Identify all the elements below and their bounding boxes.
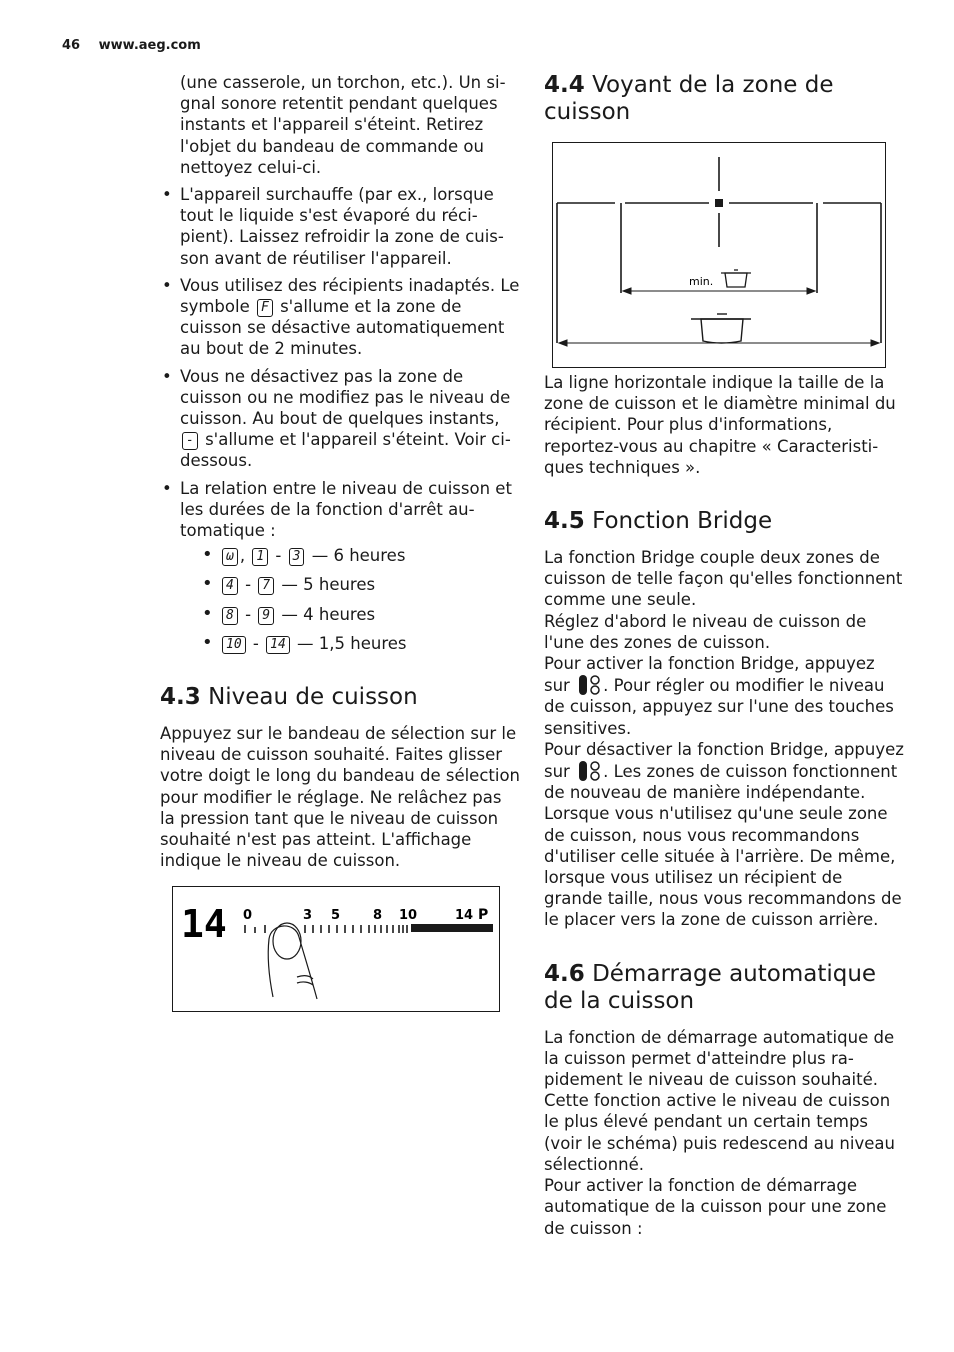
level-symbol: 14 <box>266 636 290 654</box>
bridge-paragraph <box>544 653 904 739</box>
bullet-text: Vous utilisez des récipients inadaptés. Le symbole <box>180 275 520 317</box>
symbol-dash: - <box>182 432 198 450</box>
section-number: 4.5 <box>544 508 585 535</box>
slider-ticks[interactable] <box>245 925 407 933</box>
autostart-paragraph: Pour activer la fonction de démarrage automatique de la cuisson pour une zone de cuisson : <box>544 1176 887 1238</box>
section-title: Voyant de la zone de cuisson <box>544 72 834 125</box>
list-item <box>160 366 520 472</box>
separator: , <box>239 546 246 566</box>
level-symbol: 4 <box>222 577 238 595</box>
tick-label: 8 <box>373 907 383 923</box>
left-column <box>160 72 520 1012</box>
duration-item <box>200 604 520 625</box>
level-symbol: 10 <box>222 636 246 654</box>
zone-diagram <box>553 143 885 367</box>
zone-indicator-figure <box>552 142 886 368</box>
center-marker <box>715 199 723 207</box>
slider-diagram <box>173 887 499 1011</box>
tick-label: 10 <box>399 907 418 923</box>
tick-label: 14 <box>455 907 474 923</box>
bridge-text: Pour désactiver la fonction Bridge, appuyez sur <box>544 739 904 782</box>
level-symbol: ω <box>222 548 238 566</box>
duration-list <box>200 545 520 654</box>
level-symbol: 9 <box>258 607 274 625</box>
bridge-text: . Pour régler ou modifier le niveau de cuisson, appuyez sur l'une des touches sensitives. <box>544 676 894 738</box>
causes-list <box>160 184 520 654</box>
level-symbol: 3 <box>289 548 305 566</box>
section-heading-4-4 <box>544 72 904 126</box>
level-symbol: 1 <box>252 548 268 566</box>
tick-label: P <box>478 906 489 923</box>
section-title: Niveau de cuisson <box>208 684 418 711</box>
symbol-f: F <box>257 299 273 317</box>
section-4-3-body: Appuyez sur le bandeau de sélection sur le niveau de cuisson souhaité. Faites glisser votre doigt le long du bandeau de sélection pour modifier le réglage. Ne relâchez pas la pression tant que le niveau de cuisson souhaité n'est pas atteint. L'affichage indique le niveau de cuisson. <box>160 724 521 871</box>
right-column <box>544 72 904 1239</box>
small-pot-icon <box>721 270 751 287</box>
section-heading-4-3 <box>160 684 520 711</box>
list-item <box>160 275 520 360</box>
bridge-paragraph: Réglez d'abord le niveau de cuisson de l'une des zones de cuisson. <box>544 611 867 652</box>
duration-text: — 4 heures <box>281 604 376 624</box>
page-header <box>62 38 201 53</box>
section-number: 4.6 <box>544 960 585 987</box>
tick-label: 5 <box>331 907 341 923</box>
separator: - <box>275 546 282 566</box>
section-4-4-body: La ligne horizontale indique la taille de la zone de cuisson et le diamètre minimal du récipient. Pour plus d'informations, reportez-vous au chapitre « Caracteristiques techniques ». <box>544 373 896 477</box>
duration-item <box>200 574 520 595</box>
slider-figure <box>172 886 500 1012</box>
bullet-text: s'allume et l'appareil s'éteint. Voir ci-dessous. <box>180 430 511 471</box>
list-item <box>160 478 520 654</box>
separator: - <box>252 633 259 653</box>
finger-icon <box>268 923 317 999</box>
min-arrow <box>623 288 815 294</box>
section-title: Démarrage automatique de la cuisson <box>544 960 877 1014</box>
bridge-text: . Les zones de cuisson fonctionnent de nouveau de manière indépendante. <box>544 762 898 803</box>
bridge-icon <box>577 674 601 696</box>
bullet-text: La relation entre le niveau de cuisson et les durées de la fonction d'arrêt automatique : <box>180 478 512 541</box>
bridge-icon <box>577 760 601 782</box>
zone-lines <box>557 157 881 343</box>
section-title: Fonction Bridge <box>592 508 773 535</box>
bullet-text: L'appareil surchauffe (par ex., lorsque tout le liquide s'est évaporé du récipient). Laissez refroidir la zone de cuisson avant de réutiliser l'appareil. <box>180 185 504 268</box>
section-heading-4-5 <box>544 508 904 535</box>
intro-paragraph: (une casserole, un torchon, etc.). Un signal sonore retentit pendant quelques instants et l'appareil s'éteint. Retirez l'objet du bandeau de commande ou nettoyez celui-ci. <box>180 73 506 177</box>
section-number: 4.3 <box>160 684 201 711</box>
bullet-text: s'allume et la zone de cuisson se désactive automatiquement au bout de 2 minutes. <box>180 297 505 359</box>
bridge-paragraph: La fonction Bridge couple deux zones de cuisson de telle façon qu'elles fonctionnent comme une seule. <box>544 548 903 610</box>
bridge-text: Pour activer la fonction Bridge, appuyez sur <box>544 654 875 696</box>
display-digits: 14 <box>181 901 227 946</box>
duration-item <box>200 545 520 566</box>
duration-text: — 5 heures <box>281 575 376 595</box>
tick-label: 0 <box>243 907 253 923</box>
section-number: 4.4 <box>544 72 585 98</box>
site-url[interactable]: www.aeg.com <box>98 38 201 53</box>
duration-text: — 1,5 heures <box>297 633 407 653</box>
bridge-paragraph: Lorsque vous n'utilisez qu'une seule zone de cuisson, nous vous recommandons d'utiliser celle située à l'arrière. De même, lorsque vous utilisez un récipient de grande taille, nous vous recommandons de le placer vers la zone de cuisson arrière. <box>544 804 902 930</box>
list-item <box>160 184 520 269</box>
section-heading-4-6 <box>544 961 904 1015</box>
level-symbol: 7 <box>258 577 274 595</box>
bullet-text: Vous ne désactivez pas la zone de cuisson ou ne modifiez pas le niveau de cuisson. Au bout de quelques instants, <box>180 366 511 429</box>
duration-item <box>200 633 520 654</box>
slider-filled-bar <box>411 924 493 932</box>
tick-label: 3 <box>303 907 313 923</box>
level-symbol: 8 <box>222 607 238 625</box>
bridge-paragraph <box>544 739 904 804</box>
autostart-paragraph: La fonction de démarrage automatique de la cuisson permet d'atteindre plus rapidement le niveau de cuisson souhaité. Cette fonction active le niveau de cuisson le plus élevé pendant un certain temps (voir le schéma) puis redescend au niveau sélectionné. <box>544 1027 895 1174</box>
page-number: 46 <box>62 38 81 53</box>
duration-text: — 6 heures <box>311 546 406 566</box>
min-label: min. <box>689 275 714 288</box>
separator: - <box>245 604 252 624</box>
separator: - <box>245 575 252 595</box>
large-pot-icon <box>691 314 751 343</box>
